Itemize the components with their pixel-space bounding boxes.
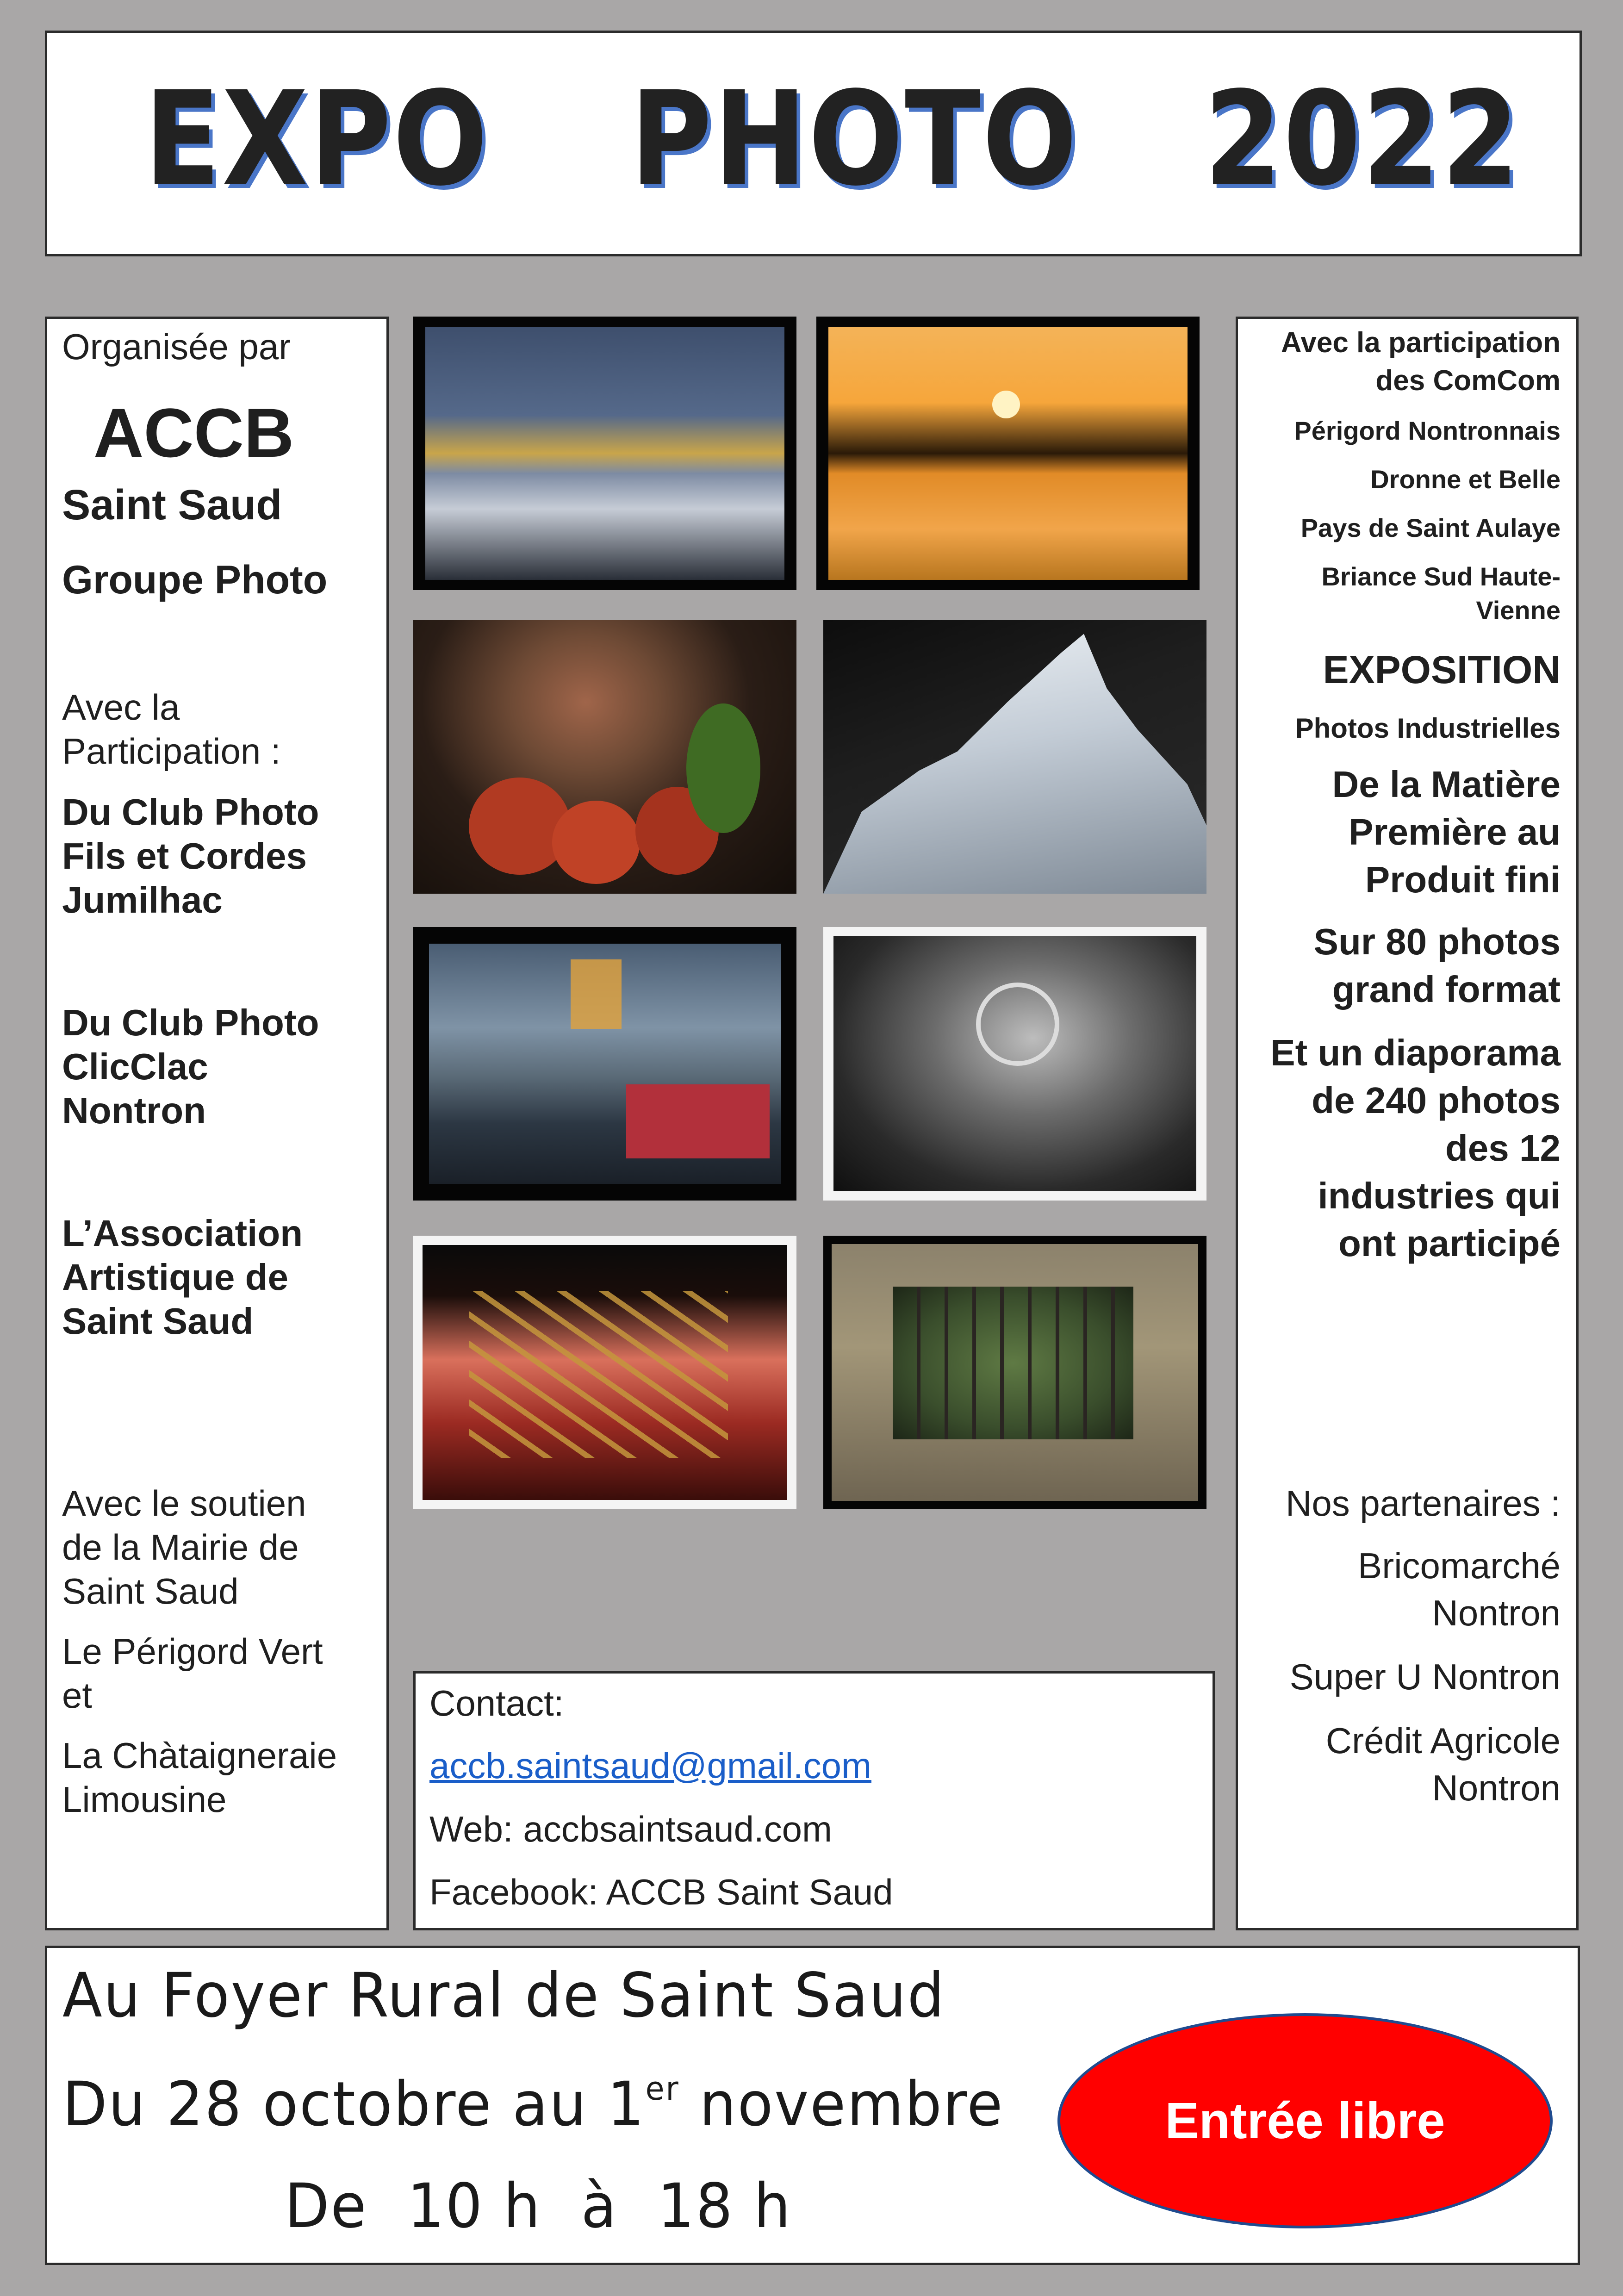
venue-name: Au Foyer Rural de Saint Saud [62, 1960, 946, 2031]
entry-label: Entrée libre [1165, 2092, 1445, 2149]
theme-line2: Première au [1348, 811, 1561, 852]
comcom-aulaye: Pays de Saint Aulaye [1300, 513, 1561, 542]
support-line3: Saint Saud [62, 1571, 239, 1612]
photo-industrial-hall [413, 927, 796, 1201]
association-line2: Artistique de [62, 1257, 288, 1298]
club1-line1: Du Club Photo [62, 791, 319, 833]
organizers-panel [45, 317, 389, 1930]
diaporama-line4: industries qui [1318, 1175, 1561, 1216]
theme-line1: De la Matière [1332, 764, 1561, 805]
partner1-line2: Nontron [1432, 1593, 1561, 1633]
partners-heading: Nos partenaires : [1286, 1483, 1561, 1524]
photo-guinness-sign [823, 927, 1206, 1201]
contact-facebook: Facebook: ACCB Saint Saud [429, 1872, 893, 1912]
contact-panel [413, 1671, 1215, 1930]
event-dates [62, 2069, 1004, 2140]
event-dates-end: novembre [679, 2069, 1004, 2140]
chataigneraie-line1: La Chàtaigneraie [62, 1735, 337, 1776]
comcom-briance-line1: Briance Sud Haute- [1321, 562, 1561, 591]
club1-line2: Fils et Cordes [62, 835, 307, 877]
participation-line2: des ComCom [1375, 365, 1561, 397]
event-hours: De 10 h à 18 h [285, 2171, 792, 2242]
partner3-line2: Nontron [1432, 1767, 1561, 1808]
comcom-dronne: Dronne et Belle [1370, 465, 1561, 494]
title-word-expo: EXPO [144, 64, 490, 215]
support-line1: Avec le soutien [62, 1483, 306, 1524]
contact-label: Contact: [429, 1683, 564, 1724]
club2-line2: ClicClac [62, 1046, 208, 1087]
comcom-briance-line2: Vienne [1476, 596, 1561, 625]
participation-line1: Avec la participation [1281, 327, 1561, 359]
theme-line3: Produit fini [1365, 859, 1561, 900]
club2-line3: Nontron [62, 1090, 206, 1131]
partner2: Super U Nontron [1289, 1656, 1561, 1697]
photo-barred-window [823, 1236, 1206, 1509]
title-word-year: 2022 [1204, 64, 1521, 215]
club1-line3: Jumilhac [62, 879, 223, 921]
exposition-subtitle: Photos Industrielles [1295, 713, 1561, 744]
club2-line1: Du Club Photo [62, 1002, 319, 1043]
diaporama-line1: Et un diaporama [1270, 1032, 1561, 1073]
association-line3: Saint Saud [62, 1300, 254, 1342]
perigord-line2: et [62, 1675, 93, 1716]
organised-by-label: Organisée par [62, 326, 291, 367]
participation-intro-1: Avec la [62, 687, 180, 728]
org-name: ACCB [93, 394, 294, 472]
participation-intro-2: Participation : [62, 731, 281, 772]
count-line1: Sur 80 photos [1313, 921, 1561, 962]
org-place: Saint Saud [62, 481, 282, 529]
partner1-line1: Bricomarché [1358, 1545, 1561, 1586]
support-line2: de la Mairie de [62, 1527, 299, 1568]
partner3-line1: Crédit Agricole [1325, 1720, 1561, 1761]
comcom-perigord: Périgord Nontronnais [1294, 416, 1561, 445]
exhibition-panel [1236, 317, 1579, 1930]
photo-hydrangea-apples [413, 620, 796, 894]
contact-web: Web: accbsaintsaud.com [429, 1809, 832, 1849]
photo-lake-sunrise [816, 317, 1200, 590]
title-banner [45, 31, 1582, 256]
contact-email-link[interactable]: accb.saintsaud@gmail.com [429, 1745, 871, 1786]
chataigneraie-line2: Limousine [62, 1779, 227, 1820]
count-line2: grand format [1332, 969, 1561, 1010]
photo-icy-mountain [823, 620, 1206, 894]
diaporama-line5: ont participé [1338, 1223, 1561, 1264]
diaporama-line2: de 240 photos [1312, 1080, 1561, 1121]
title-word-photo: PHOTO [630, 64, 1079, 215]
diaporama-line3: des 12 [1445, 1127, 1561, 1169]
org-group: Groupe Photo [62, 558, 328, 602]
association-line1: L’Association [62, 1213, 303, 1254]
event-dates-start: Du 28 octobre au 1 [62, 2069, 646, 2140]
perigord-line1: Le Périgord Vert [62, 1631, 323, 1672]
photo-misty-sunset [413, 317, 796, 590]
photo-screws [413, 1236, 796, 1509]
exposition-heading: EXPOSITION [1323, 648, 1561, 691]
event-dates-superscript: er [645, 2070, 680, 2108]
